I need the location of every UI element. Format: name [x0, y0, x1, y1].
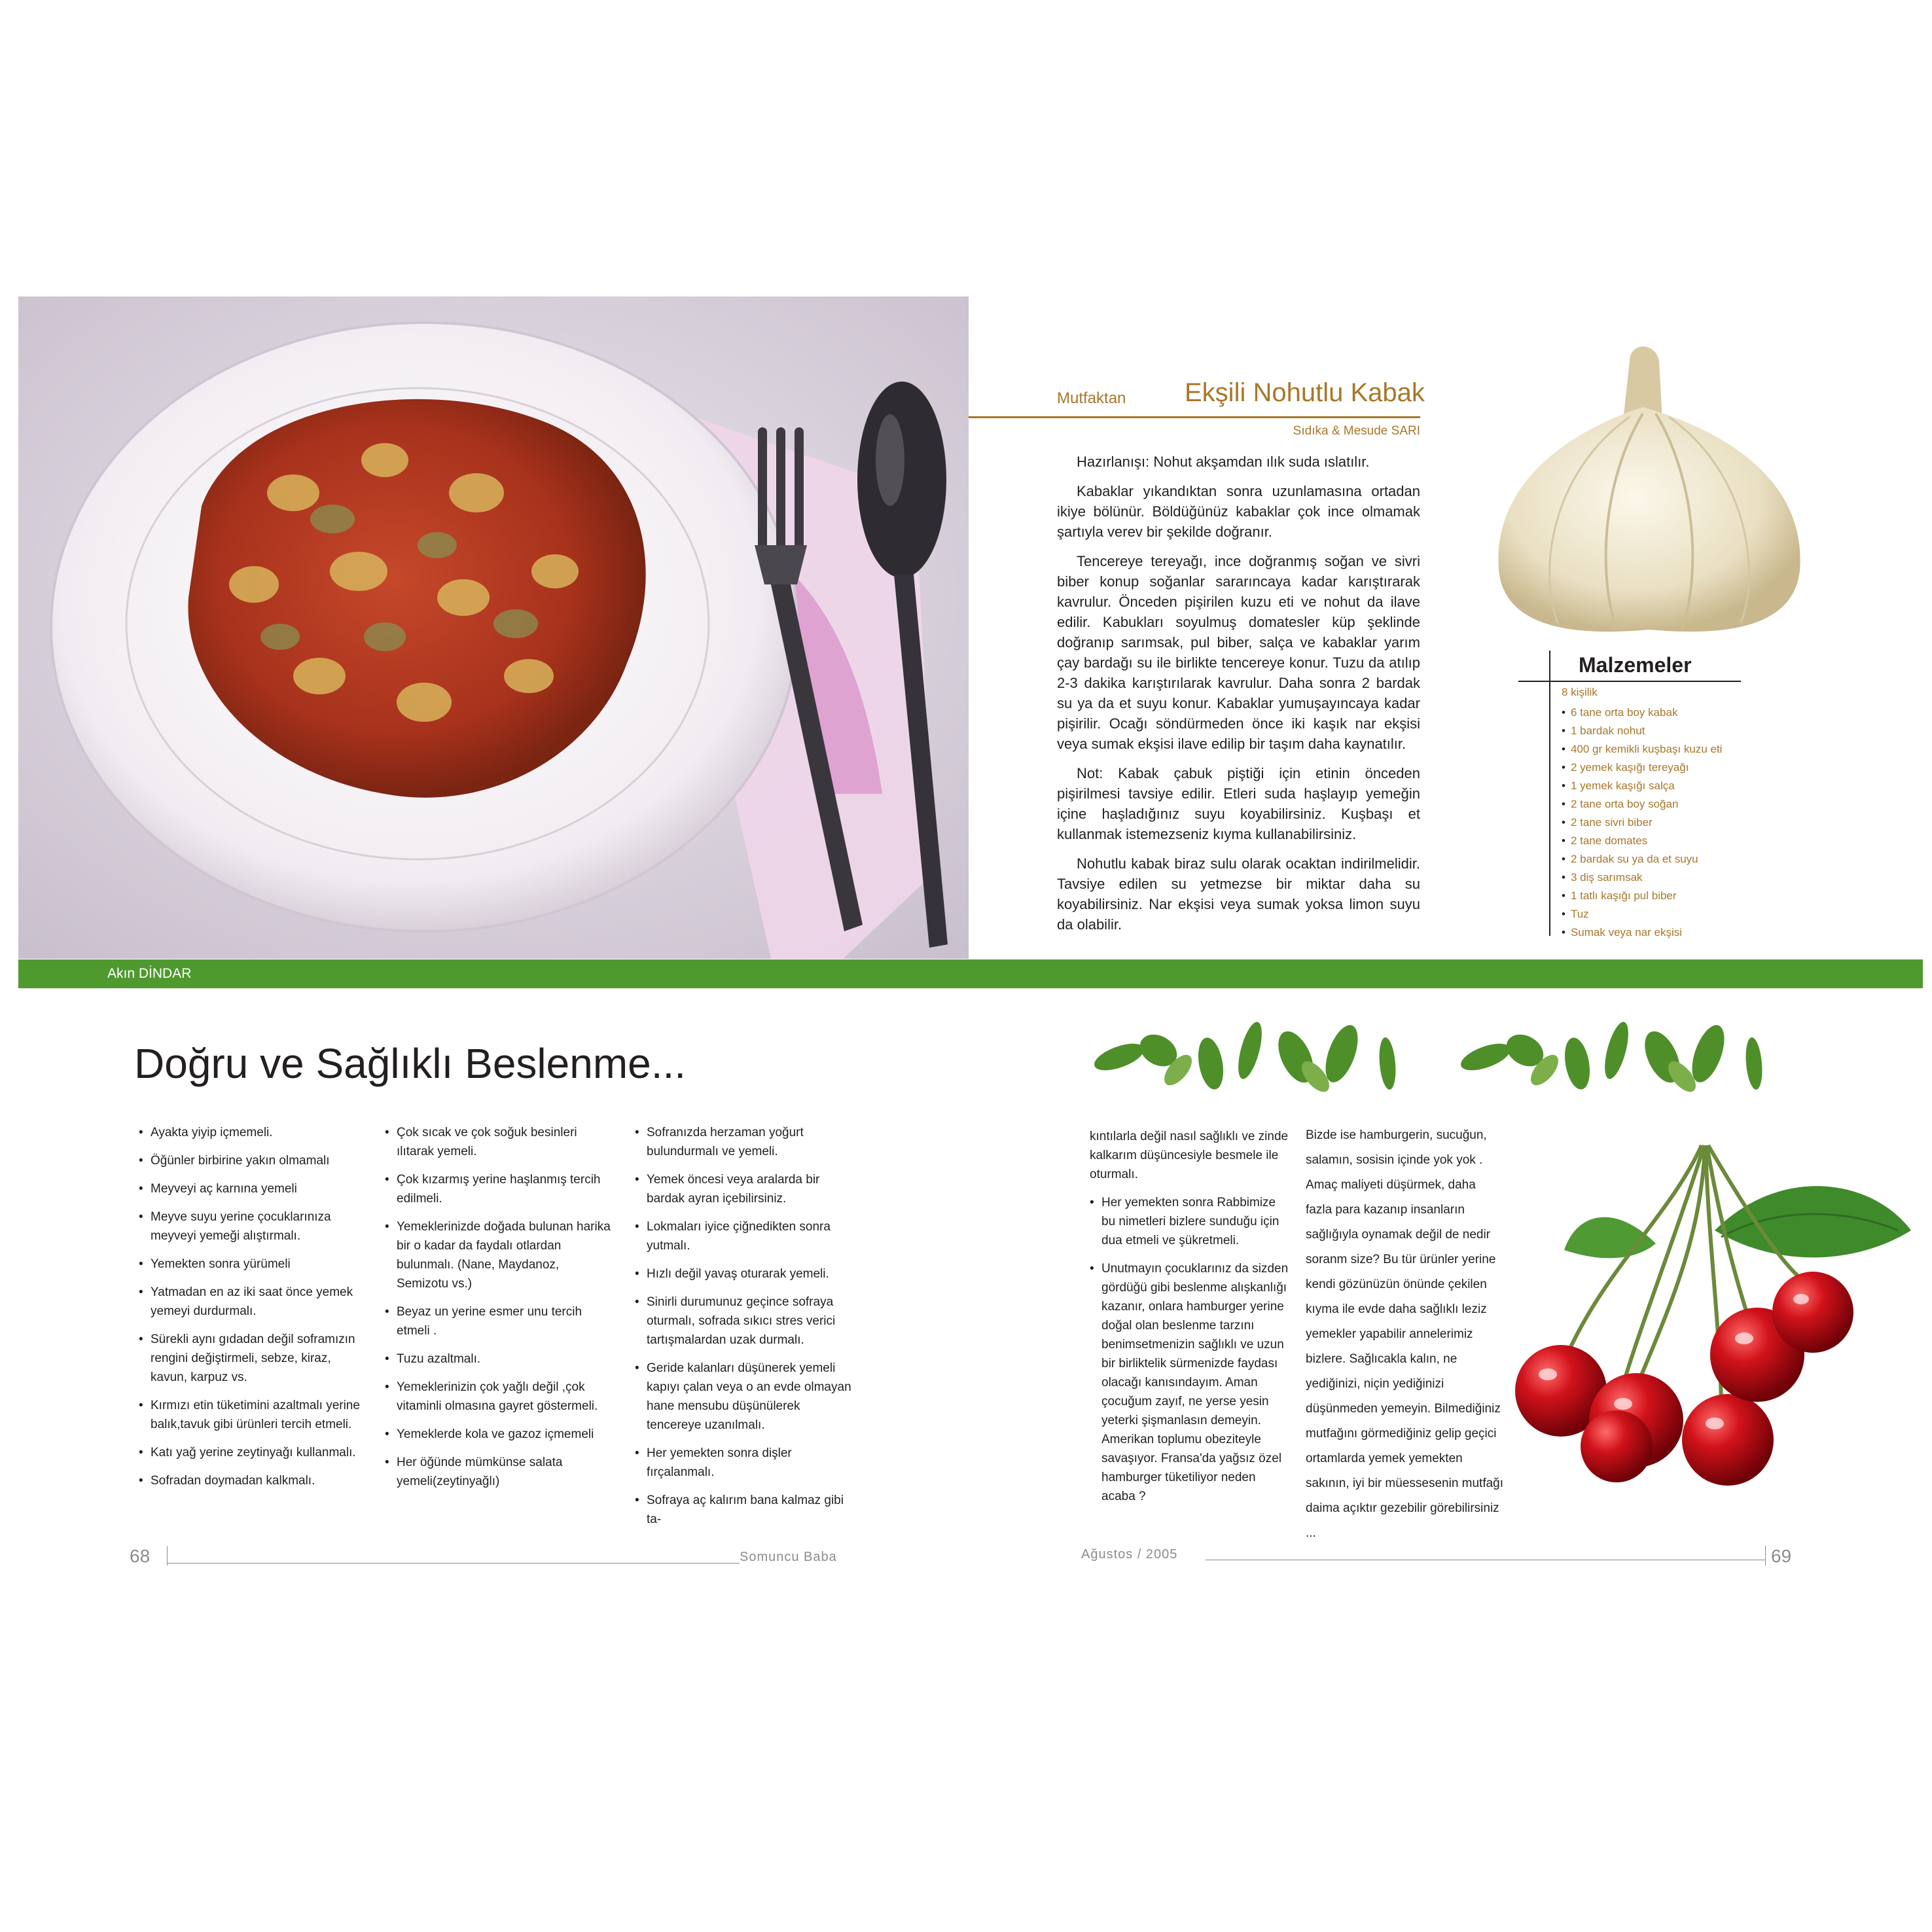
- list-item: • Unutmayın çocuklarınız da sizden gördüğü gibi beslenme alışkanlığı kazanır, onlara hamburger yerine doğal olan beslenme tarzını benimsetmenizin sağlıklı ve uzun bir birliktelik sürmenizde faydası olacağı kanısındayım. Aman çocuğum zayıf, ne yerse yesin yeterki şişmanlasın demeyin. Amerikan toplumu obeziteyle savaşıyor. Fransa'da yağsız özel hamburger tüketiliyor neden acaba ?: [1090, 1259, 1289, 1506]
- page-number-right: 69: [1771, 1546, 1792, 1566]
- recipe-paragraph: Nohutlu kabak biraz sulu olarak ocaktan indirilmelidir. Tavsiye edilen su yetmezse bir miktar daha su koyabilirsiniz. Nar ekşisi veya sumak yoksa limon suyu da olabilir.: [1057, 855, 1420, 933]
- ingredient-item: • 2 yemek kaşığı tereyağı: [1562, 759, 1722, 777]
- section-label: Mutfaktan: [1057, 389, 1126, 407]
- list-item: • Katı yağ yerine zeytinyağı kullanmalı.: [139, 1443, 365, 1462]
- recipe-paragraph: Tencereye tereyağı, ince doğranmış soğan ve sivri biber konup soğanlar sararıncaya kadar karıştırarak kavrulur. Önceden pişirilen kuzu eti ve nohut da ilave edilir. Kabukları soyulmuş domatesler küp şeklinde doğranıp sarımsak, pul biber, salça ve kabaklar yarım çay bardağı su ile birlikte tencereye konur. Tuzu da atılıp 2-3 dakika karıştırılarak kavrulur. Daha sonra 2 bardak su ya da et suyu konur. Kabaklar yumuşayıncaya kadar pişirilir. Ocağı söndürmeden önce iki kaşık nar ekşisi veya sumak ekşisi ilave edilip bir taşım daha kaynatılır.: [1057, 553, 1420, 752]
- article-column-3: [635, 1123, 857, 1538]
- recipe-paragraph: Kabaklar yıkandıktan sonra uzunlamasına ortadan ikiye bölünür. Böldüğünüz kabaklar çok ince olmamak şartıyla verev bir şekilde doğranır.: [1057, 483, 1420, 540]
- list-item: • Hızlı değil yavaş oturarak yemeli.: [635, 1264, 857, 1283]
- ingredient-item: • 2 tane domates: [1562, 832, 1722, 850]
- list-item: • Öğünler birbirine yakın olmamalı: [139, 1151, 365, 1170]
- list-item: • Yemek öncesi veya aralarda bir bardak ayran içebilirsiniz.: [635, 1170, 857, 1208]
- ingredient-item: • 2 tane orta boy soğan: [1562, 795, 1722, 814]
- ingredient-item: • 400 gr kemikli kuşbaşı kuzu eti: [1562, 740, 1722, 759]
- list-item: • Sofranızda herzaman yoğurt bulundurmalı ve yemeli.: [635, 1123, 857, 1161]
- article-column-5: Bizde ise hamburgerin, sucuğun, salamın, sosisin içinde yok yok . Amaç maliyeti düşürmek, daha fazla para kazanıp insanların sağlığıyla oynamak değil de nedir soranm size? Bu tür ürünler yerine kendi gözünüzün önünde çekilen kıyma ile evde daha sağlıklı leziz yemekler yapabilir annelerimiz bizlere. Sağlıcakla kalın, ne yediğinizi, niçin yediğinizi düşünmeden yemeyin. Bilmediğiniz mutfağını görmediğiniz gelip geçici ortamlarda yemek yemekten sakının, iyi bir müessesenin mutfağı daima açıktır gezebilir görebilirsiniz ...: [1306, 1128, 1504, 1540]
- list-item: • Sofradan doymadan kalkmalı.: [139, 1471, 365, 1490]
- footer-tick-right: [1765, 1546, 1766, 1565]
- garlic-image: [1433, 322, 1905, 662]
- title-rule: [969, 416, 1420, 418]
- ingredient-item: • 2 tane sivri biber: [1562, 814, 1722, 832]
- page-number-left: 68: [130, 1546, 151, 1566]
- article-column-2: [385, 1123, 611, 1500]
- ingredient-item: • 2 bardak su ya da et suyu: [1562, 850, 1722, 868]
- list-item: • Tuzu azaltmalı.: [385, 1350, 611, 1368]
- recipe-authors: Sıdıka & Mesude SARI: [1293, 424, 1420, 438]
- list-item: • Her yemekten sonra Rabbimize bu nimetleri bizlere sunduğu için dua etmeli ve şükretmeli.: [1090, 1193, 1289, 1250]
- list-item: • Meyve suyu yerine çocuklarınıza meyveyi yemeği alıştırmalı.: [139, 1208, 365, 1245]
- article-column-4: [1090, 1127, 1289, 1515]
- article-heading: Doğru ve Sağlıklı Beslenme...: [134, 1040, 687, 1087]
- ingredient-item: • 1 tatlı kaşığı pul biber: [1562, 887, 1722, 905]
- list-item: • Kırmızı etin tüketimini azaltmalı yerine balık,tavuk gibi ürünleri tercih etmeli.: [139, 1396, 365, 1434]
- recipe-body: [1057, 452, 1420, 944]
- ingredient-item: • 1 yemek kaşığı salça: [1562, 777, 1722, 795]
- ingredients-rule-vertical: [1549, 651, 1550, 936]
- food-photo: [18, 296, 969, 959]
- magazine-name: Somuncu Baba: [740, 1550, 837, 1564]
- list-item: • Meyveyi aç karnına yemeli: [139, 1179, 365, 1198]
- article-author: Akın DİNDAR: [107, 966, 192, 981]
- ingredients-title: Malzemeler: [1579, 653, 1692, 677]
- list-item: • Yemeklerinizde doğada bulunan harika bir o kadar da faydalı otlardan bulunmalı. (Nane, Maydanoz, Semizotu vs.): [385, 1217, 611, 1293]
- ingredient-item: • 1 bardak nohut: [1562, 722, 1722, 740]
- section-divider-bar: [18, 959, 1923, 988]
- ingredients-rule: [1518, 681, 1741, 682]
- list-item: • Çok kızarmış yerine haşlanmış tercih edilmeli.: [385, 1170, 611, 1208]
- list-item: • Yemekten sonra yürümeli: [139, 1255, 365, 1274]
- list-item: • Sinirli durumunuz geçince sofraya oturmalı, sofrada sıkıcı stres verici tartışmalardan uzak durmalı.: [635, 1293, 857, 1350]
- ingredient-item: • 6 tane orta boy kabak: [1562, 704, 1722, 722]
- article-column-1: [139, 1123, 365, 1499]
- cherries-image: [1505, 1139, 1931, 1492]
- continued-text: kıntılarla değil nasıl sağlıklı ve zinde kalkarım düşüncesiyle besmele ile oturmalı.: [1090, 1130, 1289, 1181]
- ingredient-item: • Sumak veya nar ekşisi: [1562, 923, 1722, 942]
- issue-date: Ağustos / 2005: [1081, 1547, 1178, 1562]
- list-item: • Beyaz un yerine esmer unu tercih etmeli .: [385, 1302, 611, 1340]
- list-item: • Yatmadan en az iki saat önce yemek yemeyi durdurmalı.: [139, 1283, 365, 1321]
- list-item: • Sofraya aç kalırım bana kalmaz gibi ta-: [635, 1491, 857, 1529]
- list-item: • Her öğünde mümkünse salata yemeli(zeytinyağlı): [385, 1453, 611, 1491]
- recipe-title: Ekşili Nohutlu Kabak: [1185, 378, 1425, 407]
- list-item: • Sürekli aynı gıdadan değil soframızın rengini değiştirmeli, sebze, kiraz, kavun, karpuz vs.: [139, 1330, 365, 1387]
- list-item: • Yemeklerinizin çok yağlı değil ,çok vitaminli olmasına gayret göstermeli.: [385, 1378, 611, 1416]
- ingredients-list: [1562, 704, 1722, 942]
- list-item: • Her yemekten sonra dişler fırçalanmalı.: [635, 1444, 857, 1482]
- list-item: • Yemeklerde kola ve gazoz içmemeli: [385, 1425, 611, 1444]
- list-item: • Ayakta yiyip içmemeli.: [139, 1123, 365, 1142]
- list-item: • Geride kalanları düşünerek yemeli kapıyı çalan veya o an evde olmayan hane mensubu düşünülerek tencereye uzanılmalı.: [635, 1359, 857, 1435]
- recipe-paragraph: Hazırlanışı: Nohut akşamdan ılık suda ıslatılır.: [1077, 454, 1370, 470]
- recipe-paragraph: Not: Kabak çabuk piştiği için etinin önceden pişirilmesi tavsiye edilir. Etleri suda haşlayıp yemeğin içine haşladığınız suyu koyabilirsiniz. Kuşbaşı et kullanmak istemezseniz kıyma kullanabilirsiniz.: [1057, 765, 1420, 842]
- ingredients-servings: 8 kişilik: [1562, 686, 1598, 698]
- herbs-image: [1080, 1005, 1793, 1113]
- ingredient-item: • Tuz: [1562, 905, 1722, 923]
- list-item: • Çok sıcak ve çok soğuk besinleri ılıtarak yemeli.: [385, 1123, 611, 1161]
- footer-line-left: [167, 1563, 740, 1564]
- ingredient-item: • 3 diş sarımsak: [1562, 868, 1722, 887]
- list-item: • Lokmaları iyice çiğnedikten sonra yutmalı.: [635, 1217, 857, 1255]
